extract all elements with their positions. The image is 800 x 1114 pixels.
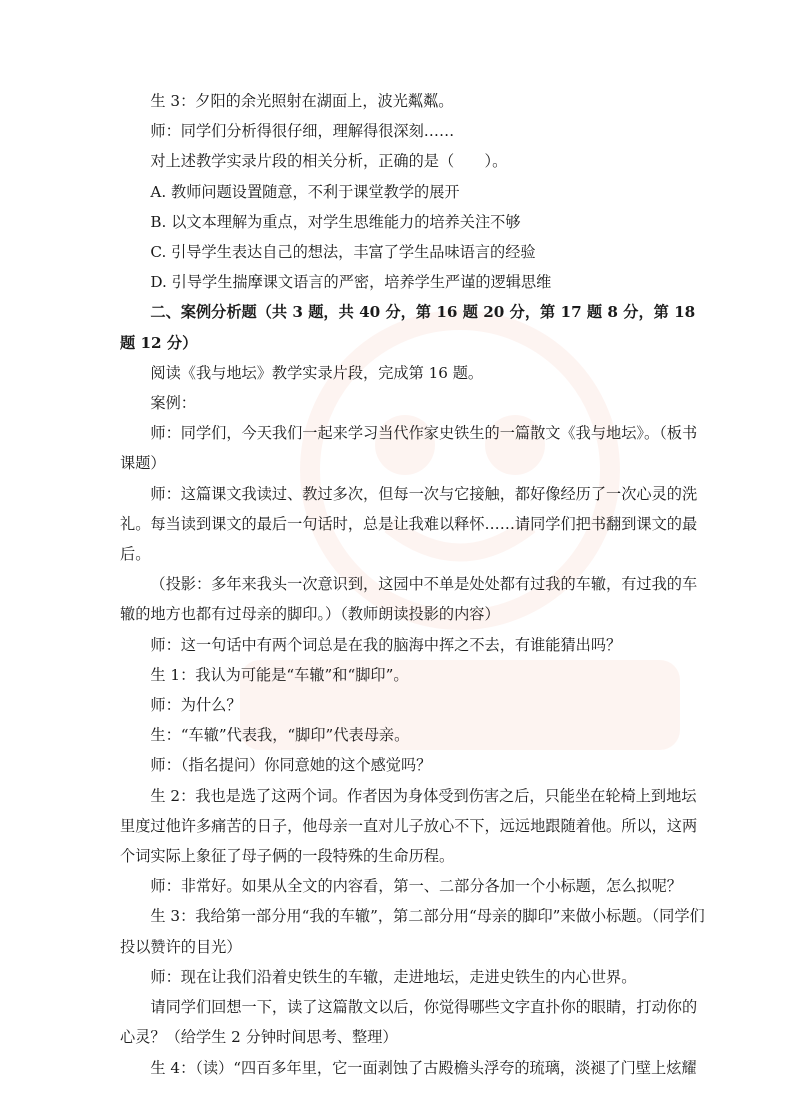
- dialogue-line: 师：非常好。如果从全文的内容看，第一、二部分各加一个小标题，怎么拟呢？: [150, 877, 682, 896]
- question-stem: 对上述教学实录片段的相关分析，正确的是（ ）。: [150, 152, 508, 171]
- reading-instruction: 阅读《我与地坛》教学实录片段，完成第 16 题。: [150, 363, 484, 382]
- option-d: D. 引导学生揣摩课文语言的严密，培养学生严谨的逻辑思维: [150, 273, 552, 292]
- projection-note: （投影：多年来我头一次意识到，这园中不单是处处都有过我的车辙，有过我的车辙的地方也都有过母亲的脚印。）（教师朗读投影的内容）: [120, 575, 698, 624]
- line-student3-answer: 生 3：夕阳的余光照射在湖面上，波光粼粼。: [150, 92, 454, 110]
- section-heading: 二、案例分析题（共 3 题，共 40 分，第 16 题 20 分，第 17 题 8 分，第 18 题 12 分）: [120, 303, 696, 352]
- option-b: B. 以文本理解为重点，对学生思维能力的培养关注不够: [150, 212, 521, 231]
- dialogue-line: 生 4：（读）“四百多年里，它一面剥蚀了古殿檐头浮夸的琉璃，淡褪了门壁上炫耀: [150, 1058, 697, 1077]
- case-label: 案例：: [150, 394, 196, 413]
- dialogue-line: 师：同学们，今天我们一起来学习当代作家史铁生的一篇散文《我与地坛》。（板书课题）: [120, 424, 698, 473]
- document-text: [120, 86, 710, 1083]
- dialogue-line: 师：现在让我们沿着史铁生的车辙，走进地坛，走进史铁生的内心世界。: [150, 967, 637, 986]
- dialogue-line: 生 3：我给第一部分用“我的车辙”，第二部分用“母亲的脚印”来做小标题。（同学们投以赞许的目光）: [120, 907, 705, 956]
- dialogue-line: 师：为什么？: [150, 696, 242, 715]
- line-teacher-comment: 师：同学们分析得很仔细，理解得很深刻……: [150, 122, 455, 141]
- dialogue-line: 生 2：我也是选了这两个词。作者因为身体受到伤害之后，只能坐在轮椅上到地坛里度过他许多痛苦的日子，他母亲一直对儿子放心不下，远远地跟随着他。所以，这两个词实际上象征了母子俩的一段特殊的生命历程。: [120, 786, 698, 866]
- dialogue-line: 生：“车辙”代表我，“脚印”代表母亲。: [150, 726, 410, 745]
- option-c: C. 引导学生表达自己的想法，丰富了学生品味语言的经验: [150, 243, 536, 262]
- dialogue-line: 师：这一句话中有两个词总是在我的脑海中挥之不去，有谁能猜出吗？: [150, 635, 622, 654]
- dialogue-line: 请同学们回想一下，读了这篇散文以后，你觉得哪些文字直扑你的眼睛，打动你的心灵？（给学生 2 分钟时间思考、整理）: [120, 998, 698, 1047]
- dialogue-line: 生 1：我认为可能是“车辙”和“脚印”。: [150, 665, 409, 684]
- option-a: A. 教师问题设置随意，不利于课堂教学的展开: [150, 182, 460, 201]
- dialogue-line: 师：这篇课文我读过、教过多次，但每一次与它接触，都好像经历了一次心灵的洗礼。每当读到课文的最后一句话时，总是让我难以释怀……请同学们把书翻到课文的最后。: [120, 484, 698, 564]
- dialogue-line: 师：（指名提问）你同意她的这个感觉吗？: [150, 756, 432, 775]
